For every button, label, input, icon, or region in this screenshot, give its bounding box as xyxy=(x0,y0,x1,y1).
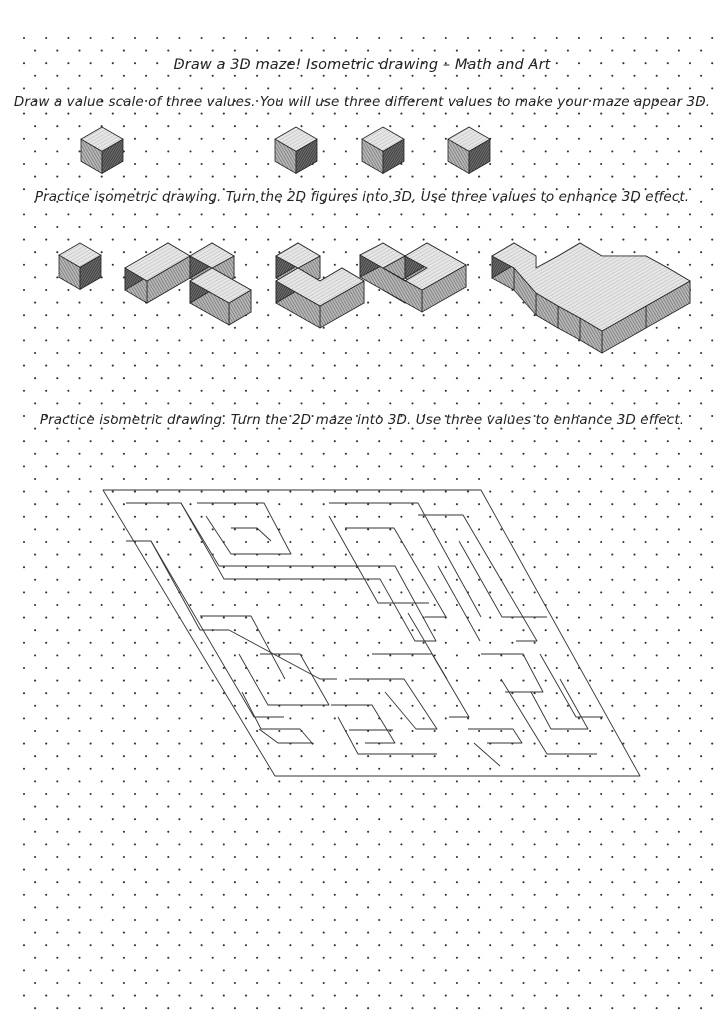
instruction-value-scale: Draw a value scale of three values. You will use three different values to make your maze appear 3D. xyxy=(13,94,711,110)
maze-wall-line xyxy=(151,541,337,679)
maze-wall-line xyxy=(372,654,469,717)
shaded-figure xyxy=(492,243,690,353)
maze-wall-line xyxy=(408,613,447,679)
maze-wall-line xyxy=(468,729,522,743)
shaded-figure xyxy=(360,243,466,312)
maze-wall-line xyxy=(459,541,547,617)
shaded-cube xyxy=(59,243,101,289)
maze-wall-line xyxy=(239,654,300,705)
value-scale-cubes xyxy=(81,127,490,173)
shaded-cube xyxy=(81,127,123,173)
shaded-cube xyxy=(275,127,317,173)
maze-wall-line xyxy=(474,743,500,766)
instruction-maze: Practice isometric drawing. Turn the 2D maze into 3D. Use three values to enhance 3D effect. xyxy=(39,412,685,428)
maze-wall-line xyxy=(103,490,640,776)
shaded-figure xyxy=(190,243,251,325)
maze-wall-line xyxy=(329,516,429,603)
maze-wall-line xyxy=(418,515,537,641)
page-title: Draw a 3D maze! Isometric drawing – Math and Art xyxy=(173,57,551,73)
maze-wall-line xyxy=(349,679,437,729)
maze-outline xyxy=(103,490,640,776)
maze-wall-line xyxy=(126,503,436,641)
maze-wall-line xyxy=(181,503,219,566)
maze-wall-line xyxy=(242,692,312,743)
shaded-figure xyxy=(276,243,364,328)
maze-wall-line xyxy=(197,503,291,554)
maze-wall-line xyxy=(329,503,481,617)
maze-wall-line xyxy=(345,528,446,617)
shaded-figure xyxy=(125,243,190,303)
maze-wall-line xyxy=(200,616,285,679)
maze-wall-line xyxy=(540,654,603,717)
practice-figures xyxy=(59,243,690,353)
isometric-dot-grid xyxy=(23,37,713,1009)
instruction-figures: Practice isometric drawing. Turn the 2D figures into 3D. Use three values to enhance 3D effect. xyxy=(34,189,690,205)
maze-wall-line xyxy=(481,654,543,692)
shaded-cube xyxy=(362,127,404,173)
maze-wall-line xyxy=(231,528,271,541)
maze-wall-line xyxy=(331,705,395,743)
maze-wall-line xyxy=(338,717,437,754)
maze-wall-line xyxy=(260,654,329,705)
maze-wall-line xyxy=(531,679,588,729)
shaded-cube xyxy=(448,127,490,173)
